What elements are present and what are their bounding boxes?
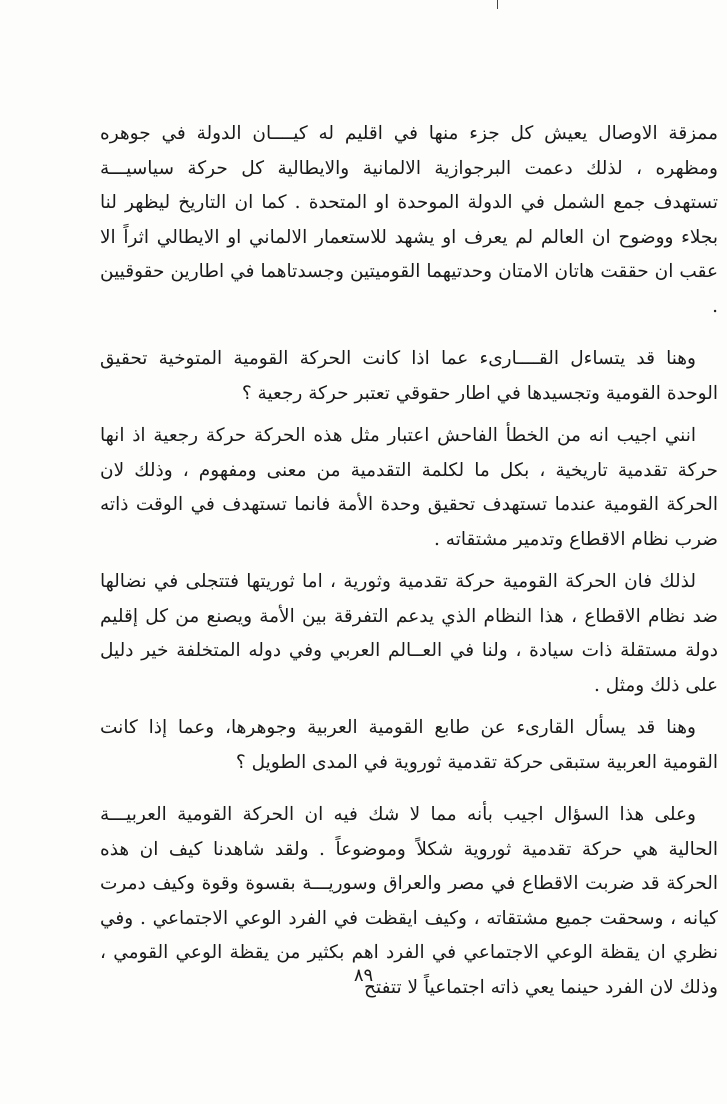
paragraph-1: ممزقة الاوصال يعيش كل جزء منها في اقليم له كيــــان الدولة في جوهره ومظهره ، لذلك دعمت البرجوازية الالمانية والايطالية كل حركة سياسيـــة تستهدف جمع الشمل في الدولة الموحدة او المتحدة . كما ان التاريخ ليظهر لنا بجلاء ووضوح ان العالم لم يعرف او يشهد للاستعمار الالماني او الايطالي اثراً الا عقب ان حققت هاتان الامتان وحدتيهما القوميتين وجسدتاهما في اطارين حقوقيين . (100, 123, 718, 317)
paragraph-4: لذلك فان الحركة القومية حركة تقدمية وثورية ، اما ثوريتها فتتجلى في نضالها ضد نظام الاقطاع ، هذا النظام الذي يدعم التفرقة بين الأمة ويصنع من كل إقليم دولة مستقلة ذات سيادة ، ولنا في العــالم العربي وفي دوله المتخلفة خير دليل على ذلك ومثل . (100, 571, 718, 696)
scan-mark (497, 0, 498, 9)
paragraph-5: وهنا قد يسأل القارىء عن طابع القومية العربية وجوهرها، وعما إذا كانت القومية العربية ستبقى حركة تقدمية ثوروية في المدى الطويل ؟ (100, 717, 718, 773)
paragraph-6: وعلى هذا السؤال اجيب بأنه مما لا شك فيه ان الحركة القومية العربيـــة الحالية هي حركة تقدمية ثوروية شكلاً وموضوعاً . ولقد شاهدنا كيف ان هذه الحركة قد ضربت الاقطاع في مصر والعراق وسوريـــة بقسوة وقوة وكيف دمرت كيانه ، وسحقت جميع مشتقاته ، وكيف ايقظت في الفرد الوعي الاجتماعي . وفي نظري ان يقظة الوعي الاجتماعي في الفرد اهم بكثير من يقظة الوعي القومي ، وذلك لان الفرد حينما يعي ذاته اجتماعياً لا تتفتح (100, 804, 718, 998)
paragraph-2: وهنا قد يتساءل القــــارىء عما اذا كانت الحركة القومية المتوخية تحقيق الوحدة القومية وتجسيدها في اطار حقوقي تعتبر حركة رجعية ؟ (100, 348, 718, 404)
body-text (100, 117, 718, 1005)
page-number: ٨٩ (353, 965, 374, 986)
paragraph-3: انني اجيب انه من الخطأ الفاحش اعتبار مثل هذه الحركة حركة رجعية اذ انها حركة تقدمية تاريخية ، بكل ما لكلمة التقدمية من معنى ومفهوم ، وذلك لان الحركة القومية عندما تستهدف تحقيق وحدة الأمة فانما تستهدف في الوقت ذاته ضرب نظام الاقطاع وتدمير مشتقاته . (100, 425, 718, 550)
